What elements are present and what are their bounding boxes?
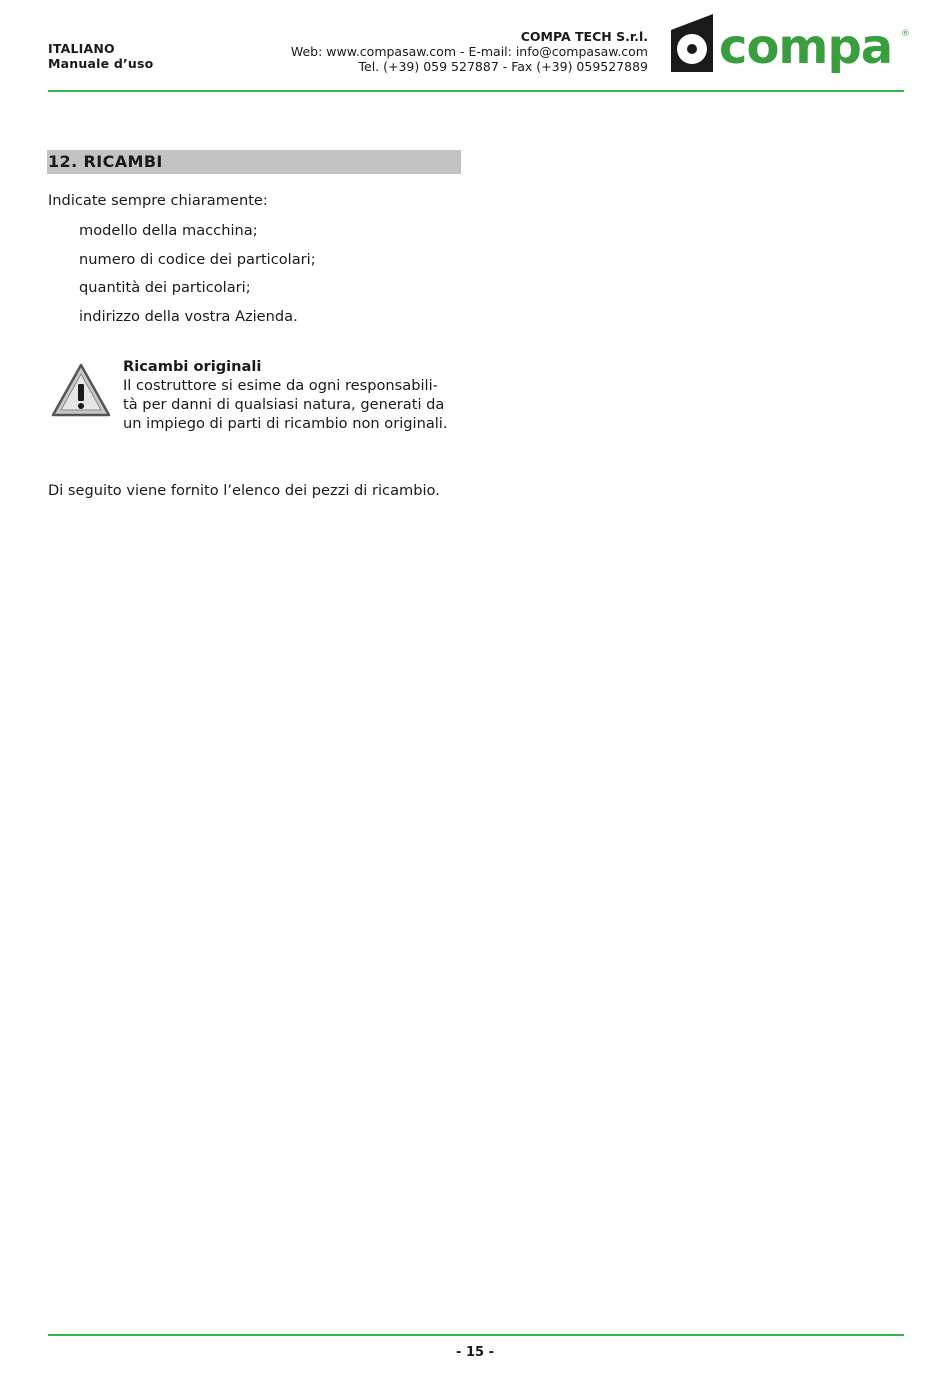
warning-note-line: Il costruttore si esime da ogni responsabili-: [123, 377, 438, 394]
compa-logo: [667, 12, 912, 78]
company-phone-fax: Tel. (+39) 059 527887 - Fax (+39) 059527889: [358, 59, 648, 74]
section-title: 12. RICAMBI: [48, 152, 163, 171]
company-name: COMPA TECH S.r.l.: [520, 29, 648, 44]
language-label: ITALIANO: [48, 41, 115, 56]
warning-note-title: Ricambi originali: [123, 358, 262, 375]
list-item: quantità dei particolari;: [79, 279, 251, 296]
page-number: - 15 -: [456, 1345, 494, 1360]
spare-parts-intro: Di seguito viene fornito l’elenco dei pezzi di ricambio.: [48, 482, 440, 499]
header-divider: [48, 90, 904, 92]
document-header-left: [48, 41, 153, 71]
section-heading-bar: [47, 150, 461, 174]
company-web-email: Web: www.compasaw.com - E-mail: info@compasaw.com: [290, 44, 648, 59]
warning-note-line: un impiego di parti di ricambio non originali.: [123, 415, 448, 432]
manual-label: Manuale d’uso: [48, 56, 154, 71]
company-contact-block: [291, 29, 648, 74]
footer-divider: [48, 1334, 904, 1336]
saw-blade-icon: [671, 14, 713, 72]
intro-text: Indicate sempre chiaramente:: [48, 192, 268, 209]
logo-wordmark: compa: [719, 19, 893, 75]
registered-mark: ®: [901, 29, 910, 39]
warning-note: [123, 357, 468, 433]
list-item: numero di codice dei particolari;: [79, 251, 316, 268]
list-item: modello della macchina;: [79, 222, 258, 239]
warning-note-line: tà per danni di qualsiasi natura, generati da: [123, 396, 445, 413]
warning-triangle-icon: [50, 362, 112, 418]
list-item: indirizzo della vostra Azienda.: [79, 308, 298, 325]
